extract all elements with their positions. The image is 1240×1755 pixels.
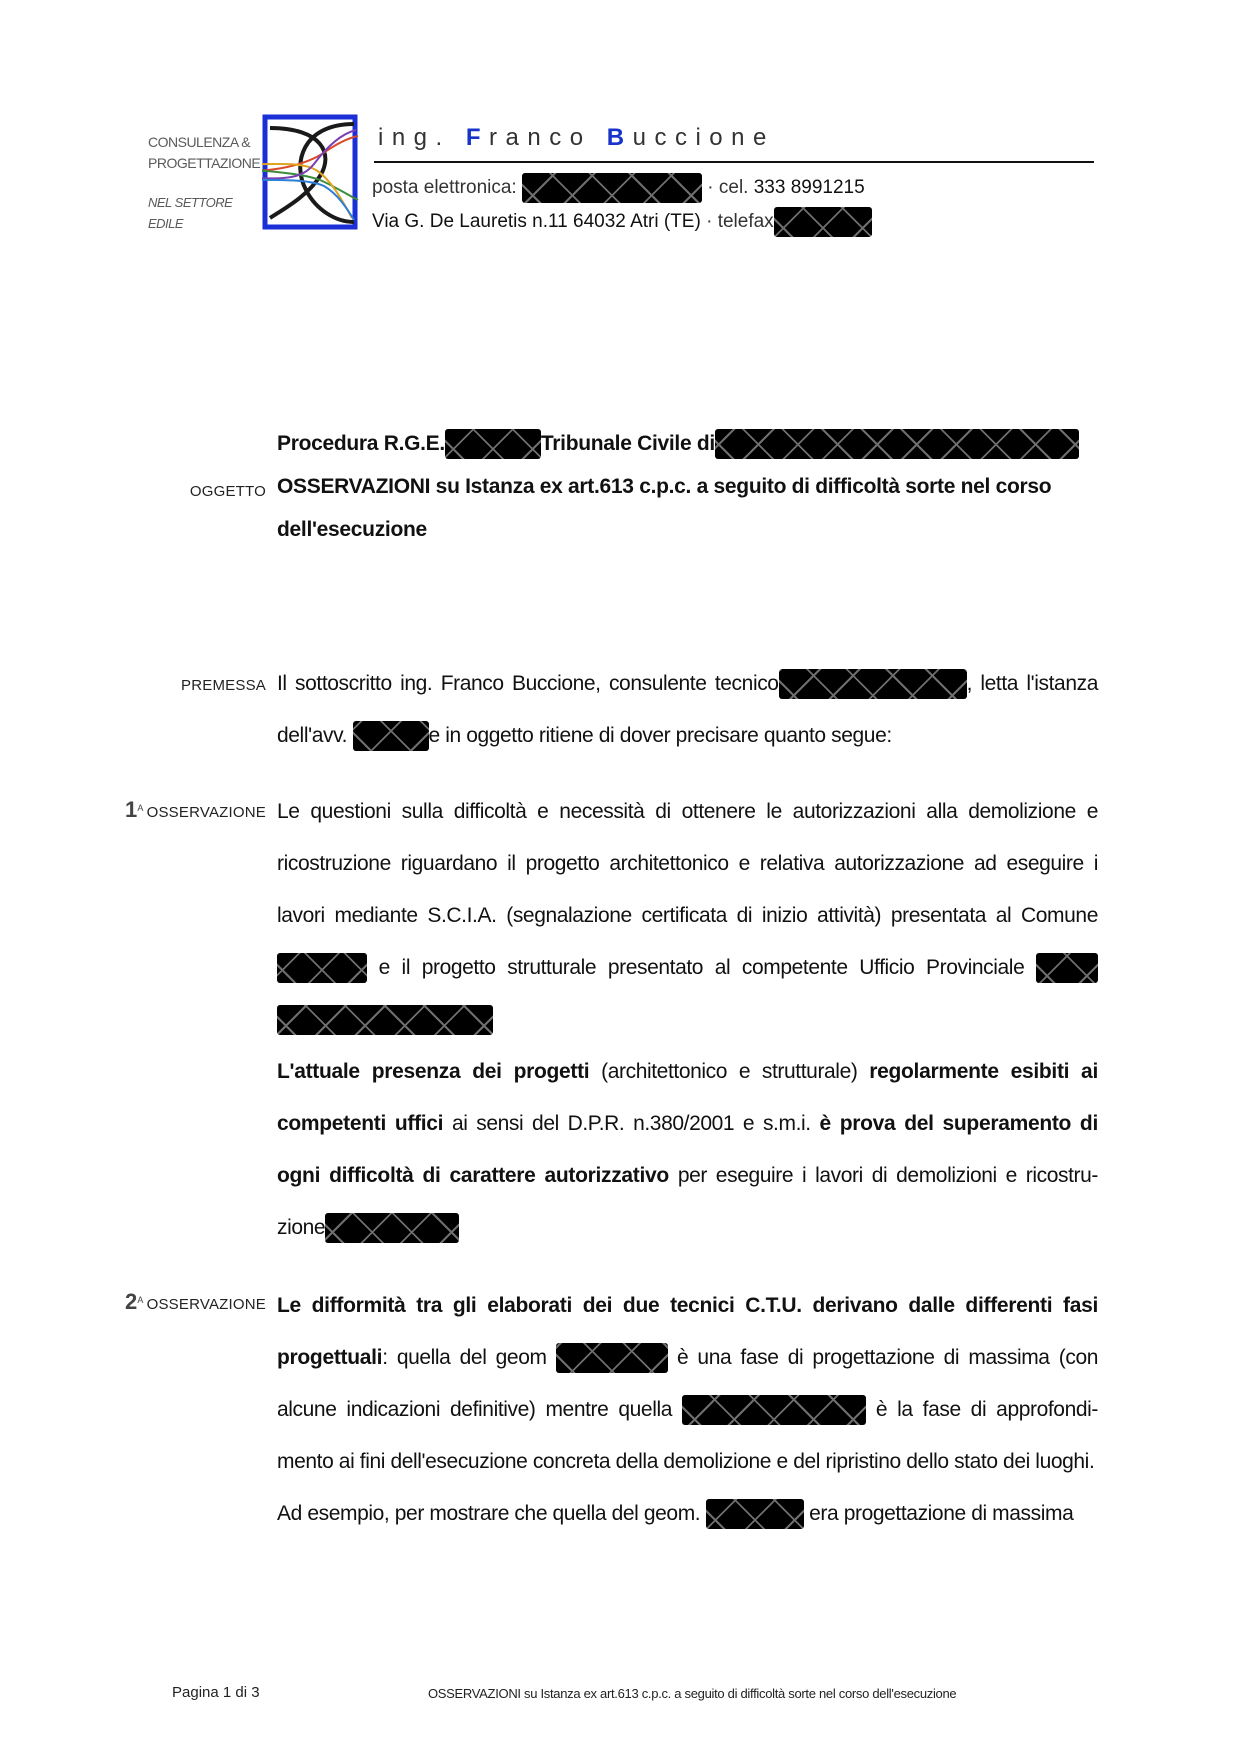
osservazione-1-text	[277, 786, 1098, 1254]
osservazione-1-para-2	[277, 1046, 1098, 1254]
redaction-box	[325, 1213, 459, 1243]
letterhead-name	[378, 124, 775, 152]
oss2-p1-t3: è la fase di approfondi-mento ai fini dell'esecuzione concreta della demolizione e del ripristino dello stato dei luoghi.	[277, 1398, 1099, 1473]
oss1-p2-b3: è prova del superamento di ogni difficoltà di carattere autorizzativo	[277, 1112, 1098, 1187]
redaction-box	[715, 429, 1079, 459]
osservazione-2-para-1	[277, 1280, 1098, 1488]
oss1-p2-t1: (architettonico e strutturale)	[601, 1060, 858, 1083]
osservazione-1-para-1	[277, 786, 1098, 1046]
premessa-label: PREMESSA	[181, 677, 266, 694]
osservazione-2-sup: A	[137, 1295, 144, 1305]
cel-number: 333 8991215	[753, 177, 865, 199]
telefax-label: · telefax	[706, 211, 774, 233]
osservazione-1-sup: A	[137, 803, 144, 813]
osservazione-2-text	[277, 1280, 1098, 1540]
premessa-text-c: e in oggetto ritiene di dover precisare quanto segue:	[428, 724, 892, 747]
name-first-initial: F	[465, 124, 490, 151]
redaction-box	[277, 1005, 493, 1035]
osservazione-2-number: 2	[124, 1289, 138, 1314]
osservazione-1-label	[125, 797, 266, 823]
name-last-initial: B	[606, 124, 633, 151]
oss1-p2-t3: per eseguire i lavori di demolizioni e ricostru-zione	[277, 1164, 1099, 1239]
oggetto-label: OGGETTO	[189, 483, 266, 500]
oggetto-text: OSSERVAZIONI su Istanza ex art.613 c.p.c. a seguito di difficoltà sorte nel corso dell'esecuzione	[277, 475, 1052, 541]
company-logo	[262, 114, 360, 234]
osservazione-2-label	[125, 1289, 266, 1315]
cel-label: · cel.	[707, 177, 749, 199]
redaction-box	[682, 1395, 866, 1425]
oss2-p2-t2: era progettazione di massima	[809, 1502, 1074, 1525]
procedura-label: Procedura R.G.E.	[277, 432, 445, 455]
oss1-p2-b1: L'attuale presenza dei progetti	[277, 1060, 590, 1083]
oss1-p2-t2: ai sensi del D.P.R. n.380/2001 e s.m.i.	[451, 1112, 811, 1135]
oss1-p1-b: e il progetto strutturale presentato al competente Ufficio Provinciale	[378, 956, 1025, 979]
redaction-box	[445, 429, 541, 459]
premessa-text-a: Il sottoscritto ing. Franco Buccione, consulente tecnico	[277, 672, 779, 695]
name-last-rest: uccione	[632, 124, 775, 151]
footer-page-number: Pagina 1 di 3	[172, 1684, 260, 1701]
name-prefix: ing.	[378, 124, 451, 151]
letterhead-divider	[374, 161, 1094, 163]
oss2-p1-b: Le difformità tra gli elaborati dei due tecnici C.T.U. derivano dalle differenti fasi progettuali	[277, 1294, 1098, 1369]
letterhead-address-line	[372, 207, 872, 237]
letterhead-tagline: NEL SETTORE EDILE	[148, 195, 233, 231]
tribunale-label: Tribunale Civile di	[540, 432, 715, 455]
oss1-p2-b2: regolarmente esibiti ai competenti uffici	[277, 1060, 1098, 1135]
footer-document-title: OSSERVAZIONI su Istanza ex art.613 c.p.c. a seguito di difficoltà sorte nel corso dell'esecuzione	[428, 1686, 957, 1701]
email-label: posta elettronica:	[372, 177, 517, 199]
subject-block	[277, 422, 1098, 551]
redaction-box	[277, 953, 367, 983]
redaction-box	[1036, 953, 1098, 983]
redaction-box	[779, 669, 967, 699]
oss2-p1-t2: è una fase di progettazione di massima (con alcune indicazioni definitive) mentre quella	[277, 1346, 1099, 1421]
osservazione-1-number: 1	[124, 797, 138, 822]
letterhead-left-text	[148, 132, 260, 234]
osservazione-2-para-2	[277, 1488, 1098, 1540]
oss2-p1-t1: : quella del geom	[382, 1346, 547, 1369]
premessa-text	[277, 658, 1098, 762]
redaction-box	[774, 207, 872, 237]
letterhead-progettazione: PROGETTAZIONE	[148, 155, 261, 171]
letterhead-contact-line	[372, 173, 865, 203]
redaction-box	[522, 173, 702, 203]
letterhead-consulenza: CONSULENZA &	[148, 134, 251, 150]
redaction-box	[706, 1499, 804, 1529]
oss2-p2-t1: Ad esempio, per mostrare che quella del geom.	[277, 1502, 701, 1525]
osservazione-2-word: OSSERVAZIONE	[146, 1296, 266, 1313]
redaction-box	[353, 721, 429, 751]
procedura-line	[277, 422, 1098, 465]
premessa-text-b: , letta l'istanza dell'avv.	[277, 672, 1098, 747]
name-first-rest: ranco	[489, 124, 592, 151]
redaction-box	[556, 1343, 668, 1373]
osservazione-1-word: OSSERVAZIONE	[146, 804, 266, 821]
address: Via G. De Lauretis n.11 64032 Atri (TE)	[372, 211, 701, 233]
oss1-p1-a: Le questioni sulla difficoltà e necessità di ottenere le autorizzazioni alla demolizione e ricostruzione riguardano il progetto architettonico e relativa autorizzazione ad eseguire i lavori mediante S.C.I.A. (segnalazione certificata di inizio attività) presentata al Comune	[277, 800, 1098, 927]
